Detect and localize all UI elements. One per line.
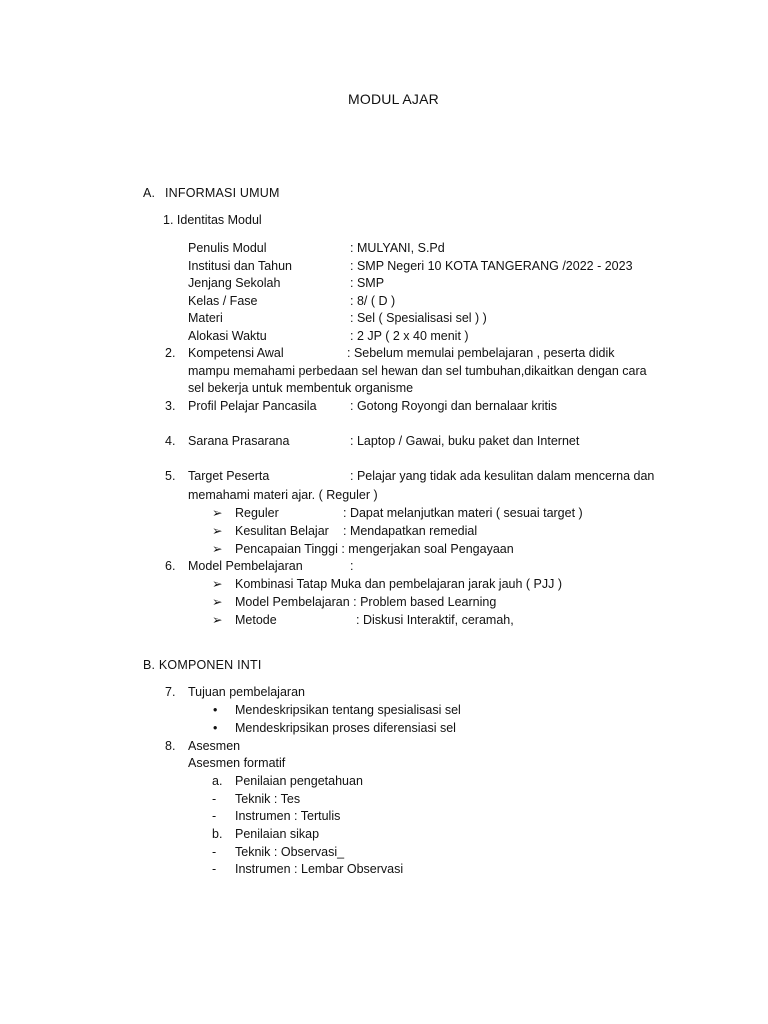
item-number: 3. bbox=[165, 399, 176, 413]
asesmen-marker: a. bbox=[212, 774, 223, 788]
kompetensi-text: sel bekerja untuk membentuk organisme bbox=[188, 381, 414, 395]
model-bullet-label: Kombinasi Tatap Muka dan pembelajaran jarak jauh ( PJJ ) bbox=[235, 577, 563, 591]
asesmen-marker: - bbox=[212, 845, 217, 859]
asesmen-marker: - bbox=[212, 809, 217, 823]
section-b-heading: B. KOMPONEN INTI bbox=[143, 658, 262, 672]
asesmen-item: Instrumen : Tertulis bbox=[235, 809, 341, 823]
identitas-label: Institusi dan Tahun bbox=[188, 259, 293, 273]
kompetensi-text: mampu memahami perbedaan sel hewan dan sel tumbuhan,dikaitkan dengan cara bbox=[188, 364, 647, 378]
arrow-bullet-icon: ➢ bbox=[212, 595, 223, 609]
asesmen-marker: - bbox=[212, 862, 217, 876]
target-bullet-label: Kesulitan Belajar bbox=[235, 524, 329, 538]
section-a-letter: A. bbox=[143, 186, 156, 200]
target-bullet-value: : Mendapatkan remedial bbox=[343, 524, 478, 538]
item-number: 5. bbox=[165, 469, 176, 483]
identitas-value: : 2 JP ( 2 x 40 menit ) bbox=[350, 329, 469, 343]
arrow-bullet-icon: ➢ bbox=[212, 542, 223, 556]
target-bullet-value: : Dapat melanjutkan materi ( sesuai target ) bbox=[343, 506, 583, 520]
asesmen-sub: Asesmen formatif bbox=[188, 756, 286, 770]
asesmen-item: Penilaian sikap bbox=[235, 827, 320, 841]
item-number: 7. bbox=[165, 685, 176, 699]
asesmen-marker: - bbox=[212, 792, 217, 806]
identitas-value: : 8/ ( D ) bbox=[350, 294, 396, 308]
dot-bullet-icon: • bbox=[213, 721, 218, 735]
identitas-heading: 1. Identitas Modul bbox=[163, 213, 262, 227]
page-title: MODUL AJAR bbox=[348, 91, 439, 107]
target-text: memahami materi ajar. ( Reguler ) bbox=[188, 488, 378, 502]
profil-label: Profil Pelajar Pancasila bbox=[188, 399, 317, 413]
asesmen-item: Instrumen : Lembar Observasi bbox=[235, 862, 404, 876]
model-label: Model Pembelajaran bbox=[188, 559, 303, 573]
item-number: 6. bbox=[165, 559, 176, 573]
item-number: 8. bbox=[165, 739, 176, 753]
model-bullet-value: : Diskusi Interaktif, ceramah, bbox=[356, 613, 514, 627]
identitas-label: Penulis Modul bbox=[188, 241, 267, 255]
identitas-label: Materi bbox=[188, 311, 223, 325]
arrow-bullet-icon: ➢ bbox=[212, 613, 223, 627]
asesmen-item: Penilaian pengetahuan bbox=[235, 774, 363, 788]
model-bullet-label: Metode bbox=[235, 613, 277, 627]
tujuan-bullet: Mendeskripsikan proses diferensiasi sel bbox=[235, 721, 456, 735]
identitas-label: Alokasi Waktu bbox=[188, 329, 267, 343]
identitas-label: Kelas / Fase bbox=[188, 294, 258, 308]
arrow-bullet-icon: ➢ bbox=[212, 524, 223, 538]
tujuan-label: Tujuan pembelajaran bbox=[188, 685, 305, 699]
asesmen-item: Teknik : Observasi_ bbox=[235, 845, 345, 859]
sarana-value: : Laptop / Gawai, buku paket dan Internet bbox=[350, 434, 580, 448]
kompetensi-text: : Sebelum memulai pembelajaran , peserta didik bbox=[347, 346, 615, 360]
item-number: 2. bbox=[165, 346, 176, 360]
model-bullet-label: Model Pembelajaran : Problem based Learning bbox=[235, 595, 497, 609]
profil-value: : Gotong Royongi dan bernalaar kritis bbox=[350, 399, 558, 413]
asesmen-label: Asesmen bbox=[188, 739, 241, 753]
arrow-bullet-icon: ➢ bbox=[212, 577, 223, 591]
arrow-bullet-icon: ➢ bbox=[212, 506, 223, 520]
model-value: : bbox=[350, 559, 354, 573]
item-number: 4. bbox=[165, 434, 176, 448]
identitas-value: : MULYANI, S.Pd bbox=[350, 241, 445, 255]
identitas-value: : SMP bbox=[350, 276, 385, 290]
identitas-value: : Sel ( Spesialisasi sel ) ) bbox=[350, 311, 487, 325]
identitas-value: : SMP Negeri 10 KOTA TANGERANG /2022 - 2023 bbox=[350, 259, 633, 273]
target-bullet-label: Pencapaian Tinggi : mengerjakan soal Pengayaan bbox=[235, 542, 514, 556]
asesmen-item: Teknik : Tes bbox=[235, 792, 301, 806]
sarana-label: Sarana Prasarana bbox=[188, 434, 290, 448]
section-a-heading: INFORMASI UMUM bbox=[165, 186, 280, 200]
target-text: : Pelajar yang tidak ada kesulitan dalam mencerna dan bbox=[350, 469, 655, 483]
target-bullet-label: Reguler bbox=[235, 506, 279, 520]
dot-bullet-icon: • bbox=[213, 703, 218, 717]
tujuan-bullet: Mendeskripsikan tentang spesialisasi sel bbox=[235, 703, 461, 717]
identitas-label: Jenjang Sekolah bbox=[188, 276, 281, 290]
kompetensi-label: Kompetensi Awal bbox=[188, 346, 284, 360]
target-label: Target Peserta bbox=[188, 469, 270, 483]
asesmen-marker: b. bbox=[212, 827, 223, 841]
